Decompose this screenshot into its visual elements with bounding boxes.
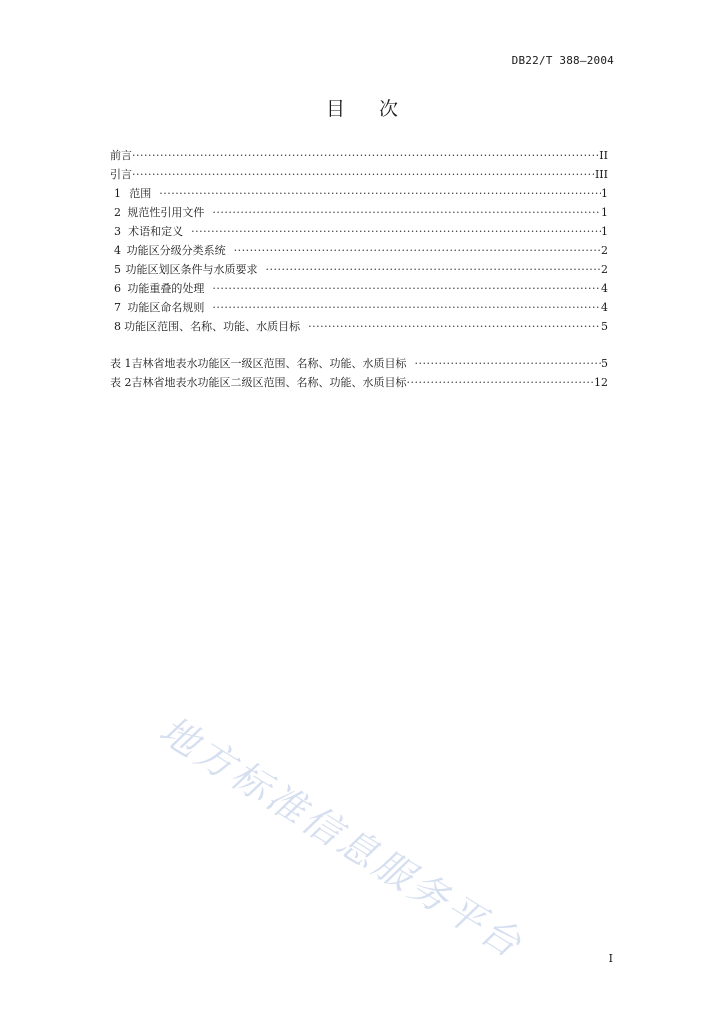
toc-label: 功能区命名规则 xyxy=(127,301,205,314)
toc-label: 功能区分级分类系统 xyxy=(126,244,226,257)
page-title: 目 次 xyxy=(325,98,413,120)
toc-number: 4 xyxy=(114,244,121,257)
table-number: 表 2 xyxy=(110,376,132,389)
toc-label: 规范性引用文件 xyxy=(127,206,205,219)
toc-label: 功能重叠的处理 xyxy=(127,282,205,295)
toc-entry-7[interactable] xyxy=(110,298,608,317)
toc-entry-1[interactable] xyxy=(110,184,608,203)
toc-entry-5[interactable] xyxy=(110,260,608,279)
dot-leader xyxy=(415,354,602,373)
toc-entry-8[interactable] xyxy=(110,317,608,336)
toc-entry-6[interactable] xyxy=(110,279,608,298)
toc-entry-3[interactable] xyxy=(110,222,608,241)
dot-leader xyxy=(159,184,601,203)
toc-entry-table-1[interactable] xyxy=(110,354,608,373)
toc-page: 2 xyxy=(601,244,608,257)
dot-leader xyxy=(132,165,595,184)
list-of-tables xyxy=(110,354,608,392)
toc-label: 功能区范围、名称、功能、水质目标 xyxy=(124,320,301,333)
toc-page: 1 xyxy=(601,225,608,238)
toc-label: 引言 xyxy=(110,168,132,181)
toc-page: 1 xyxy=(601,187,608,200)
toc-label: 功能区划区条件与水质要求 xyxy=(125,263,258,276)
toc-entry-introduction[interactable] xyxy=(110,165,608,184)
toc-label: 吉林省地表水功能区二级区范围、名称、功能、水质目标 xyxy=(131,376,407,389)
toc-page: 12 xyxy=(594,376,608,389)
dot-leader xyxy=(266,260,601,279)
dot-leader xyxy=(132,146,599,165)
toc-number: 6 xyxy=(114,282,121,295)
table-of-contents xyxy=(110,146,608,336)
toc-page: II xyxy=(599,149,608,162)
toc-entry-4[interactable] xyxy=(110,241,608,260)
table-number: 表 1 xyxy=(110,357,132,370)
toc-number: 2 xyxy=(114,206,121,219)
toc-entry-foreword[interactable] xyxy=(110,146,608,165)
toc-page: 5 xyxy=(601,320,608,333)
toc-number: 5 xyxy=(114,263,121,276)
standard-code: DB22/T 388—2004 xyxy=(511,54,614,67)
watermark: 地方标准信息服务平台 xyxy=(151,707,532,968)
toc-number: 7 xyxy=(114,301,121,314)
dot-leader xyxy=(308,317,601,336)
dot-leader xyxy=(234,241,601,260)
toc-label: 术语和定义 xyxy=(128,225,184,238)
dot-leader xyxy=(191,222,601,241)
toc-label: 吉林省地表水功能区一级区范围、名称、功能、水质目标 xyxy=(131,357,407,370)
page-number: I xyxy=(608,952,613,965)
dot-leader xyxy=(212,298,601,317)
dot-leader xyxy=(212,203,601,222)
toc-number: 3 xyxy=(114,225,121,238)
toc-number: 8 xyxy=(114,320,121,333)
dot-leader xyxy=(212,279,601,298)
toc-page: 2 xyxy=(601,263,608,276)
toc-entry-2[interactable] xyxy=(110,203,608,222)
toc-number: 1 xyxy=(114,187,121,200)
toc-page: 4 xyxy=(601,301,608,314)
toc-entry-table-2[interactable] xyxy=(110,373,608,392)
toc-label: 范围 xyxy=(129,187,152,200)
toc-page: 4 xyxy=(601,282,608,295)
toc-page: 1 xyxy=(601,206,608,219)
dot-leader xyxy=(407,373,595,392)
toc-page: 5 xyxy=(601,357,608,370)
toc-page: III xyxy=(594,168,608,181)
toc-label: 前言 xyxy=(110,149,132,162)
